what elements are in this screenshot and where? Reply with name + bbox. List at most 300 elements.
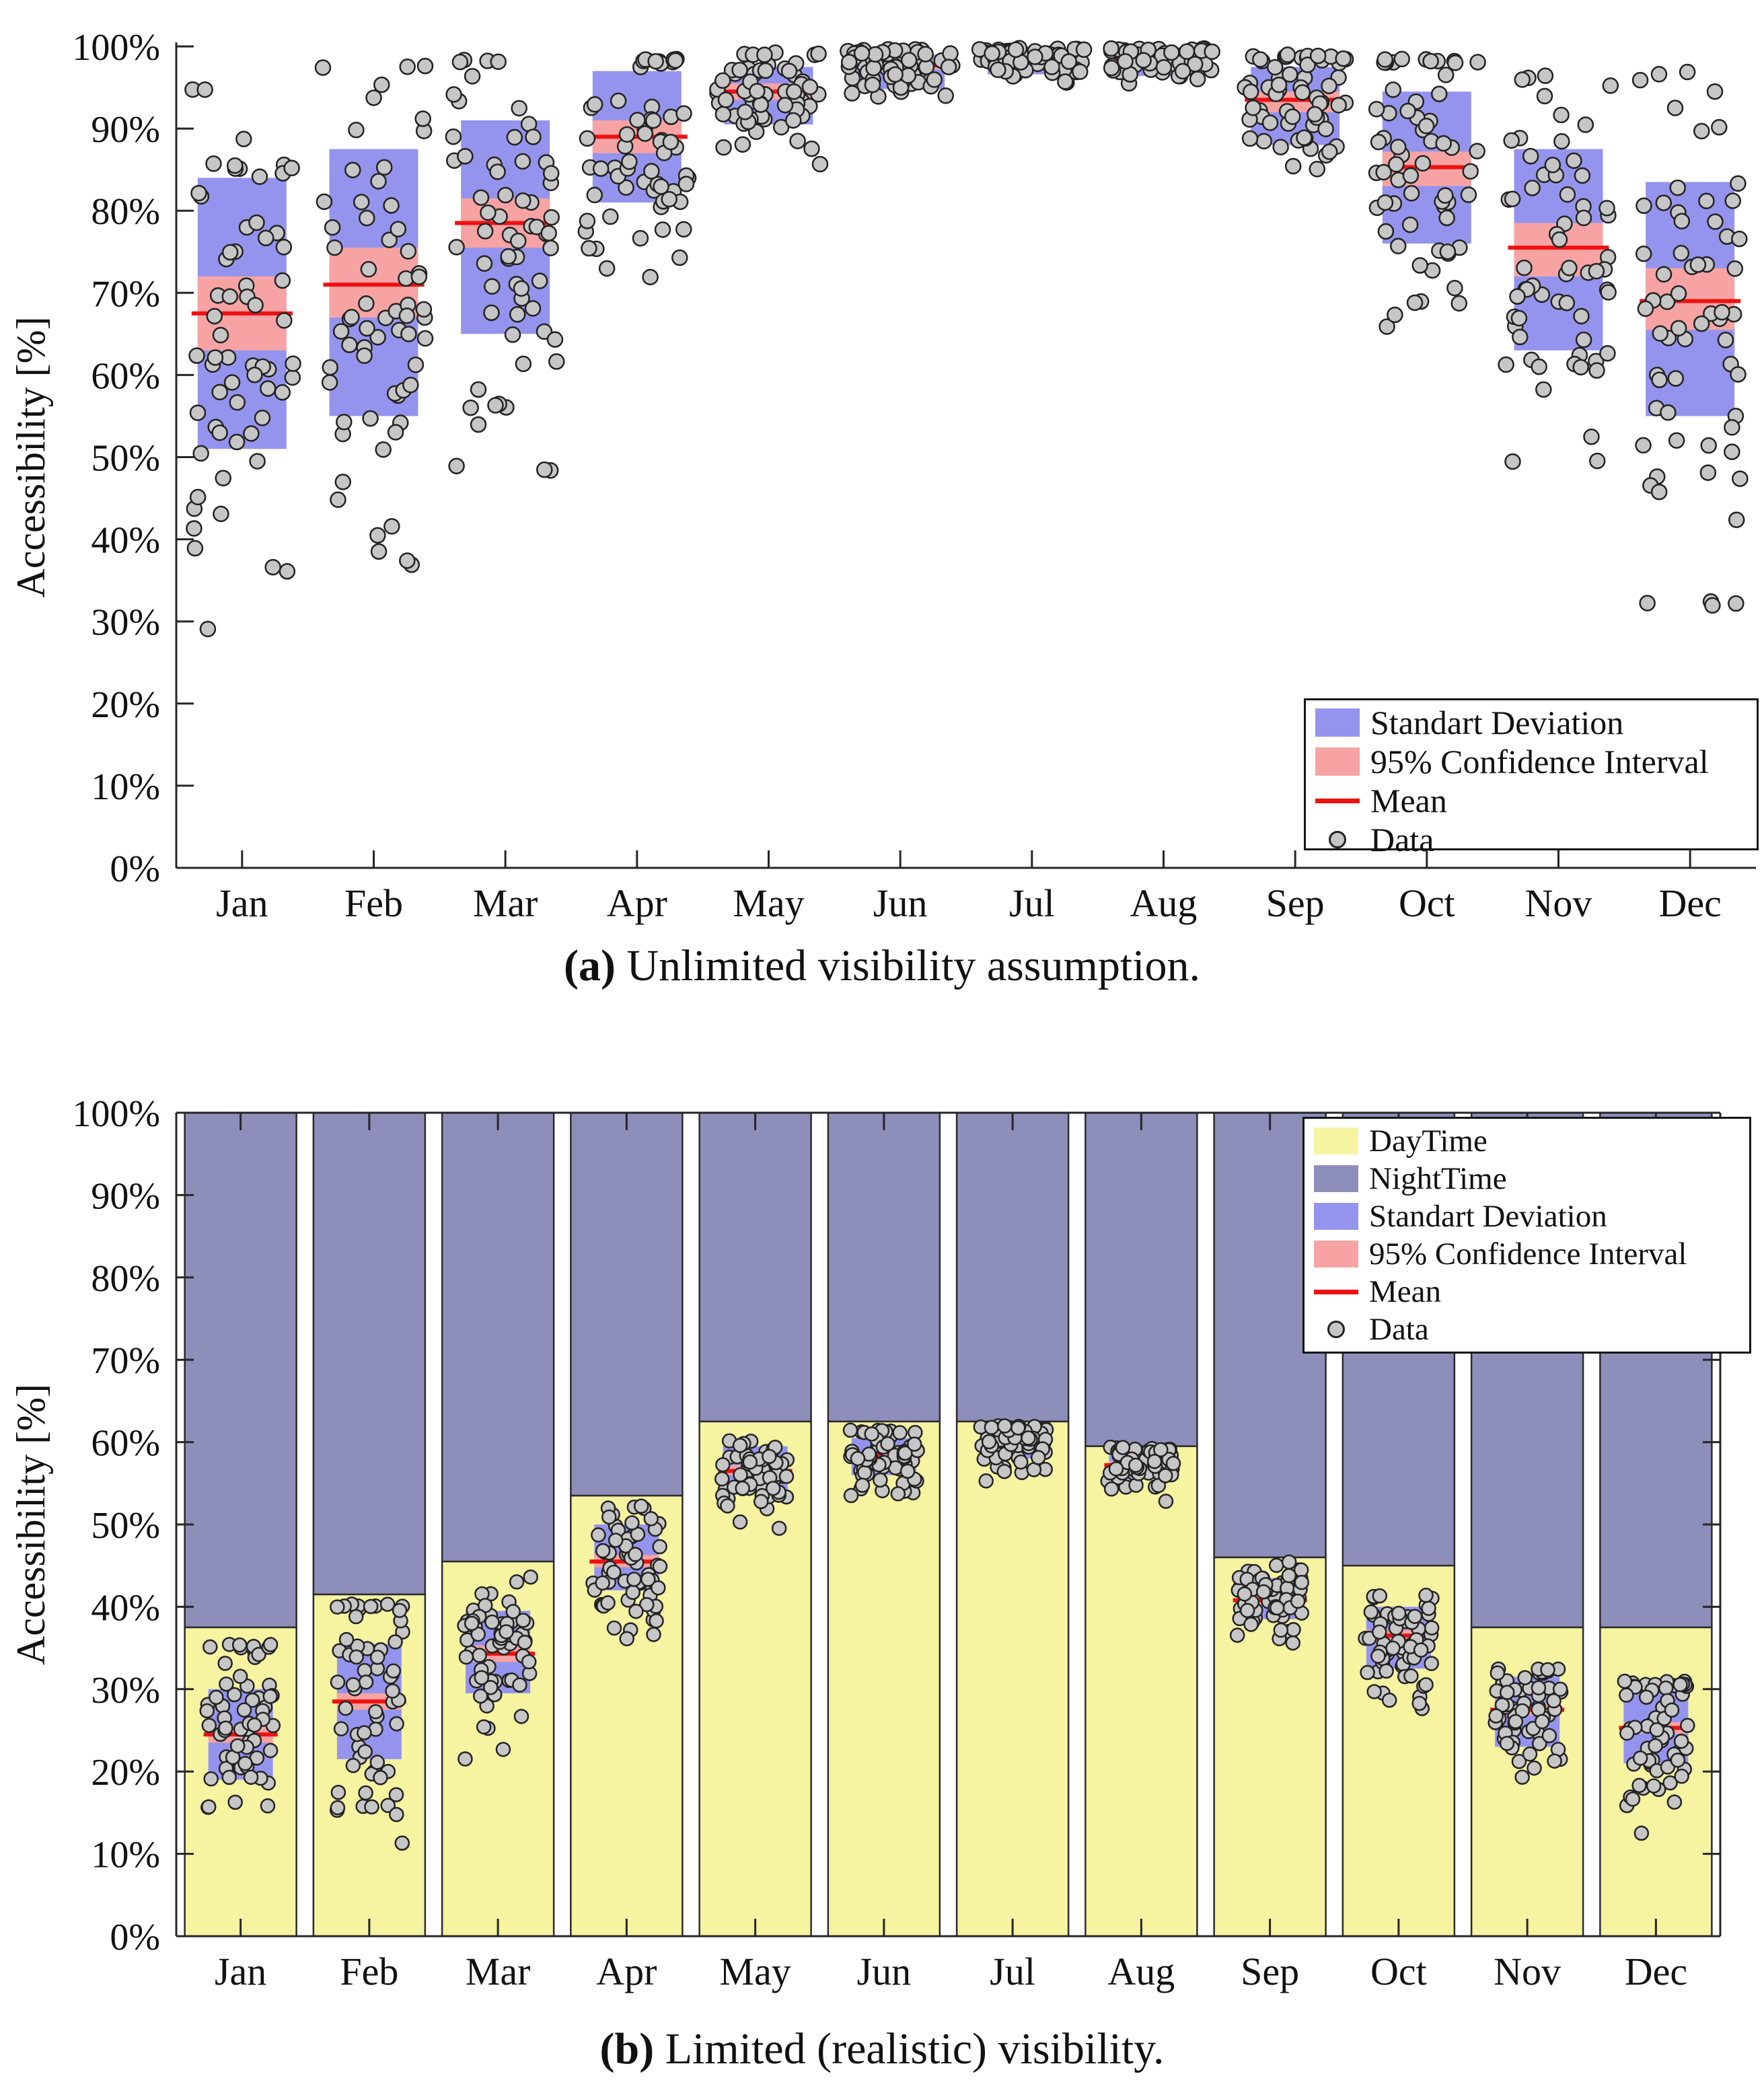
data-point bbox=[735, 137, 750, 152]
data-point bbox=[359, 1675, 373, 1689]
data-point bbox=[1516, 260, 1531, 275]
y-axis-tick-label: 70% bbox=[91, 1340, 160, 1383]
data-point bbox=[1499, 357, 1514, 372]
data-point bbox=[1500, 1736, 1514, 1750]
data-point bbox=[1707, 84, 1722, 99]
data-point bbox=[854, 46, 869, 61]
data-point bbox=[250, 454, 265, 469]
data-point bbox=[449, 240, 464, 254]
data-point bbox=[603, 209, 618, 224]
data-point bbox=[1589, 264, 1604, 279]
data-point bbox=[608, 1621, 621, 1635]
data-point bbox=[1371, 135, 1386, 149]
data-point bbox=[384, 198, 399, 213]
data-point bbox=[1062, 54, 1076, 69]
daytime-bar bbox=[957, 1422, 1068, 1936]
data-point bbox=[544, 241, 558, 256]
data-point bbox=[491, 54, 506, 69]
data-point bbox=[1671, 286, 1686, 301]
data-point bbox=[754, 98, 768, 112]
data-point bbox=[1021, 1431, 1035, 1444]
data-point bbox=[400, 308, 414, 323]
caption-b-label: (b) bbox=[599, 2024, 655, 2073]
data-point bbox=[743, 1455, 757, 1469]
data-point bbox=[738, 104, 753, 119]
data-point bbox=[518, 1635, 531, 1649]
data-point bbox=[1295, 85, 1310, 100]
legend-item-daytime bbox=[1314, 1123, 1744, 1159]
data-point bbox=[1175, 64, 1190, 79]
data-point bbox=[285, 161, 299, 176]
data-point bbox=[377, 160, 392, 175]
daytime-bar bbox=[1085, 1446, 1197, 1936]
data-point bbox=[1576, 332, 1591, 347]
legend-item-confidence-interval bbox=[1314, 1236, 1744, 1272]
data-point bbox=[1116, 1441, 1130, 1454]
data-point bbox=[473, 1649, 486, 1662]
data-point bbox=[1246, 100, 1261, 115]
data-point bbox=[865, 1427, 879, 1440]
data-point bbox=[715, 1472, 729, 1485]
legend-label: DayTime bbox=[1369, 1124, 1487, 1158]
data-point bbox=[354, 194, 369, 209]
data-point bbox=[1523, 1747, 1537, 1761]
data-point bbox=[477, 256, 492, 271]
legend-label: NightTime bbox=[1369, 1161, 1507, 1196]
data-point bbox=[418, 59, 433, 73]
data-point bbox=[369, 1705, 382, 1718]
data-point bbox=[1287, 1623, 1300, 1636]
y-axis-title: Accessibility [%] bbox=[9, 1383, 53, 1666]
data-point bbox=[1675, 1769, 1689, 1783]
data-point bbox=[1104, 41, 1119, 56]
data-point bbox=[803, 79, 817, 94]
data-point bbox=[1552, 232, 1567, 247]
data-point bbox=[646, 113, 661, 128]
data-point bbox=[1675, 1734, 1688, 1748]
data-point bbox=[1619, 1689, 1633, 1702]
data-point bbox=[1618, 1674, 1631, 1688]
data-point bbox=[643, 270, 658, 285]
data-point bbox=[1561, 260, 1576, 275]
data-point bbox=[1636, 198, 1651, 213]
x-axis-month-label: Feb bbox=[340, 1950, 399, 1993]
data-point bbox=[361, 262, 376, 277]
data-point bbox=[401, 244, 416, 259]
data-point bbox=[891, 1487, 905, 1500]
data-point bbox=[275, 385, 290, 400]
data-point bbox=[1574, 360, 1588, 375]
data-point bbox=[1436, 136, 1451, 151]
data-point bbox=[1471, 54, 1485, 69]
data-point bbox=[1656, 196, 1671, 211]
data-point bbox=[1243, 131, 1257, 146]
data-point bbox=[1008, 42, 1023, 57]
data-point bbox=[868, 47, 883, 62]
data-point bbox=[650, 1614, 663, 1627]
caption-a-label: (a) bbox=[564, 941, 616, 990]
data-point bbox=[500, 1625, 513, 1638]
data-point bbox=[348, 122, 363, 137]
data-point bbox=[471, 417, 486, 432]
data-point bbox=[607, 1566, 620, 1579]
data-point bbox=[1282, 1555, 1296, 1569]
data-point bbox=[1649, 1739, 1662, 1753]
data-point bbox=[1728, 596, 1743, 611]
data-point bbox=[475, 1671, 488, 1685]
data-point bbox=[277, 313, 291, 328]
data-point bbox=[229, 1796, 242, 1809]
data-point bbox=[676, 222, 691, 237]
data-point bbox=[209, 1691, 223, 1704]
data-point bbox=[772, 1522, 786, 1535]
data-point bbox=[350, 1650, 363, 1664]
data-point bbox=[346, 1759, 360, 1772]
nighttime-bar bbox=[314, 1113, 425, 1594]
data-point bbox=[1440, 244, 1455, 259]
data-point bbox=[1148, 1454, 1161, 1468]
data-point bbox=[194, 446, 209, 461]
data-point bbox=[1584, 429, 1598, 444]
data-point bbox=[213, 507, 228, 521]
data-point bbox=[416, 112, 431, 126]
data-point bbox=[1691, 257, 1705, 272]
x-axis-month-label: Jul bbox=[990, 1950, 1035, 1993]
data-point bbox=[1500, 1686, 1514, 1699]
data-point bbox=[336, 414, 351, 429]
x-axis-month-label: Aug bbox=[1107, 1950, 1175, 1993]
data-point bbox=[229, 435, 244, 449]
data-point bbox=[390, 1788, 403, 1802]
data-point bbox=[206, 156, 221, 171]
data-point bbox=[1633, 1779, 1646, 1792]
legend-label: Standart Deviation bbox=[1370, 704, 1624, 741]
data-point bbox=[365, 1800, 379, 1814]
data-point bbox=[349, 1610, 363, 1623]
data-point bbox=[1447, 281, 1462, 295]
data-point bbox=[478, 224, 492, 239]
data-point bbox=[390, 1808, 403, 1821]
data-point bbox=[1241, 1604, 1254, 1617]
data-point bbox=[1058, 74, 1072, 89]
data-point bbox=[1395, 52, 1409, 67]
data-point bbox=[1575, 168, 1590, 183]
data-point bbox=[733, 1515, 747, 1529]
data-point bbox=[587, 97, 602, 112]
nighttime-bar bbox=[1085, 1113, 1197, 1446]
data-point bbox=[716, 107, 731, 122]
data-point bbox=[389, 1635, 402, 1649]
data-point bbox=[447, 87, 462, 102]
legend-item-data bbox=[1314, 1311, 1744, 1348]
data-point bbox=[1516, 1771, 1529, 1784]
x-axis-month-label: Jul bbox=[1008, 881, 1055, 925]
x-axis-month-label: Mar bbox=[465, 1950, 531, 1993]
std-dev-swatch-icon bbox=[1315, 708, 1360, 737]
data-point bbox=[842, 54, 856, 69]
data-point bbox=[587, 188, 602, 202]
y-axis-tick-label: 30% bbox=[91, 601, 160, 644]
data-point bbox=[200, 1704, 214, 1718]
data-point bbox=[1653, 326, 1668, 341]
data-point bbox=[1554, 134, 1569, 149]
data-point bbox=[517, 1614, 530, 1627]
data-point bbox=[985, 1421, 998, 1434]
data-point bbox=[359, 1786, 373, 1800]
data-point bbox=[458, 1753, 472, 1766]
data-point bbox=[516, 357, 531, 371]
data-point bbox=[851, 1452, 865, 1465]
nighttime-bar bbox=[700, 1113, 811, 1422]
data-point bbox=[525, 301, 540, 316]
data-point bbox=[1027, 50, 1042, 65]
data-point bbox=[1490, 1709, 1503, 1723]
data-point bbox=[258, 231, 273, 246]
data-point bbox=[342, 338, 357, 353]
data-point bbox=[778, 98, 793, 112]
data-point bbox=[716, 1458, 729, 1471]
data-point bbox=[1321, 79, 1336, 94]
data-point bbox=[370, 528, 385, 543]
data-point bbox=[791, 134, 805, 149]
data-point bbox=[1403, 168, 1418, 183]
legend-label: 95% Confidence Interval bbox=[1370, 743, 1709, 780]
data-point bbox=[593, 161, 608, 176]
legend-item-standard-deviation bbox=[1315, 703, 1751, 742]
data-point bbox=[408, 357, 423, 372]
nighttime-bar bbox=[957, 1113, 1068, 1422]
data-point bbox=[1671, 1753, 1685, 1767]
data-point bbox=[672, 250, 687, 265]
data-point bbox=[213, 385, 227, 400]
data-point bbox=[190, 490, 205, 505]
data-point bbox=[1331, 98, 1346, 112]
mean-line-swatch-icon bbox=[1315, 799, 1360, 803]
data-point bbox=[1404, 186, 1419, 200]
x-axis-month-label: May bbox=[733, 881, 805, 925]
data-point bbox=[515, 154, 530, 169]
data-point bbox=[1699, 194, 1714, 209]
data-point bbox=[1543, 1729, 1556, 1742]
data-point bbox=[1652, 373, 1667, 388]
nighttime-bar bbox=[185, 1113, 297, 1627]
data-point bbox=[544, 210, 559, 225]
data-point bbox=[780, 1470, 793, 1483]
x-axis-month-label: Oct bbox=[1398, 881, 1455, 925]
data-point bbox=[580, 131, 595, 146]
caption-b bbox=[0, 2024, 1764, 2075]
data-point bbox=[1701, 466, 1716, 480]
data-point bbox=[248, 1718, 261, 1732]
data-point bbox=[507, 130, 522, 145]
data-point bbox=[203, 1719, 216, 1732]
y-axis-tick-label: 20% bbox=[91, 1752, 160, 1794]
data-point bbox=[599, 261, 614, 276]
data-point bbox=[1294, 1563, 1308, 1577]
data-point bbox=[1386, 82, 1401, 97]
y-axis-tick-label: 50% bbox=[91, 1505, 160, 1547]
data-point bbox=[1167, 1457, 1180, 1470]
data-point bbox=[1505, 192, 1520, 207]
legend-item-nighttime bbox=[1314, 1161, 1744, 1197]
data-point bbox=[1518, 1671, 1532, 1685]
caption-b-text: Limited (realistic) visibility. bbox=[654, 2024, 1165, 2073]
x-axis-month-label: Jun bbox=[873, 881, 928, 925]
x-axis-month-label: Sep bbox=[1265, 881, 1325, 925]
data-point bbox=[1548, 1755, 1561, 1768]
data-point bbox=[941, 60, 956, 75]
legend-a bbox=[1304, 698, 1759, 858]
data-point bbox=[609, 1533, 622, 1547]
data-point bbox=[244, 426, 258, 441]
x-axis-month-label: Aug bbox=[1130, 881, 1198, 925]
data-point bbox=[1656, 267, 1671, 282]
data-point bbox=[881, 1437, 895, 1450]
data-point bbox=[549, 354, 564, 369]
data-point bbox=[893, 1426, 907, 1440]
data-point bbox=[1732, 472, 1747, 486]
data-point bbox=[244, 1771, 258, 1784]
data-point bbox=[1724, 420, 1739, 435]
data-point bbox=[1636, 438, 1651, 453]
data-point bbox=[188, 541, 203, 556]
data-point bbox=[327, 240, 342, 255]
data-point bbox=[591, 1529, 605, 1542]
data-point bbox=[230, 395, 245, 410]
data-point bbox=[1319, 122, 1333, 137]
data-point bbox=[1274, 1623, 1288, 1637]
data-point bbox=[1510, 289, 1524, 304]
data-point bbox=[856, 1479, 869, 1492]
data-point bbox=[1440, 211, 1455, 225]
data-point bbox=[1031, 1450, 1045, 1464]
data-point bbox=[757, 48, 772, 63]
data-point bbox=[219, 1677, 233, 1691]
data-point bbox=[1383, 1693, 1396, 1707]
data-point bbox=[908, 1438, 921, 1451]
data-point bbox=[1660, 405, 1675, 420]
data-point bbox=[233, 1638, 246, 1652]
data-point bbox=[1408, 1610, 1422, 1623]
data-point bbox=[998, 1465, 1011, 1478]
data-point bbox=[1463, 164, 1478, 179]
data-point bbox=[401, 326, 416, 341]
data-point bbox=[376, 442, 391, 457]
y-axis-tick-label: 100% bbox=[72, 1093, 160, 1135]
data-point bbox=[1724, 445, 1739, 459]
data-point bbox=[512, 101, 527, 116]
data-point bbox=[596, 1544, 610, 1557]
data-point bbox=[1378, 195, 1393, 210]
data-point bbox=[1307, 107, 1322, 122]
y-axis-tick-label: 60% bbox=[91, 1422, 160, 1465]
data-point bbox=[381, 1598, 394, 1611]
data-point bbox=[1554, 108, 1569, 122]
y-axis-title: Accessibility [%] bbox=[9, 316, 53, 598]
data-point bbox=[1536, 382, 1551, 397]
data-point bbox=[733, 63, 747, 77]
data-point bbox=[629, 1605, 642, 1618]
data-point bbox=[367, 90, 381, 105]
data-point bbox=[1566, 153, 1581, 168]
data-point bbox=[501, 249, 516, 264]
data-point bbox=[716, 140, 731, 155]
data-point bbox=[1576, 211, 1591, 225]
data-point bbox=[1285, 110, 1300, 124]
data-point bbox=[721, 1499, 734, 1512]
data-point bbox=[901, 1465, 914, 1478]
legend-b bbox=[1302, 1117, 1751, 1354]
data-point bbox=[596, 1576, 610, 1590]
data-point bbox=[662, 192, 677, 207]
data-point bbox=[371, 544, 386, 559]
data-point bbox=[1243, 85, 1258, 100]
data-point bbox=[497, 1742, 510, 1756]
data-point bbox=[811, 46, 826, 61]
data-point bbox=[233, 1670, 247, 1683]
data-point bbox=[1515, 72, 1530, 87]
y-axis-tick-label: 10% bbox=[91, 1834, 160, 1876]
data-point bbox=[1537, 89, 1552, 104]
data-point bbox=[330, 1600, 344, 1614]
data-point bbox=[213, 328, 228, 342]
data-point bbox=[1640, 1691, 1653, 1704]
y-axis-tick-label: 90% bbox=[91, 109, 160, 151]
data-point bbox=[387, 1664, 400, 1678]
data-point bbox=[416, 302, 431, 317]
data-point bbox=[1574, 309, 1588, 324]
data-point bbox=[1076, 42, 1091, 57]
data-point bbox=[611, 94, 626, 108]
x-axis-month-label: Dec bbox=[1658, 881, 1722, 925]
data-point bbox=[1603, 78, 1618, 93]
x-axis-month-label: Feb bbox=[344, 881, 403, 925]
nighttime-swatch-icon bbox=[1314, 1165, 1358, 1192]
data-point bbox=[1732, 231, 1747, 246]
data-point bbox=[715, 73, 730, 88]
data-point bbox=[1253, 52, 1267, 67]
data-point bbox=[1694, 124, 1709, 139]
data-point bbox=[1425, 1657, 1438, 1670]
data-point bbox=[786, 84, 801, 99]
data-point bbox=[480, 205, 495, 220]
data-point bbox=[1652, 67, 1666, 81]
data-point bbox=[498, 188, 513, 202]
data-point bbox=[1527, 1761, 1541, 1775]
data-point bbox=[388, 425, 403, 439]
x-axis-month-label: Mar bbox=[472, 881, 538, 925]
data-point bbox=[248, 298, 263, 313]
data-point bbox=[754, 1495, 768, 1508]
data-point bbox=[1401, 104, 1416, 118]
data-point bbox=[1389, 157, 1403, 172]
data-point bbox=[1532, 1681, 1545, 1695]
data-point bbox=[663, 135, 678, 149]
data-point bbox=[1286, 159, 1300, 174]
data-point bbox=[804, 141, 819, 156]
data-point bbox=[207, 309, 222, 324]
data-point bbox=[758, 63, 773, 78]
data-point bbox=[357, 1726, 371, 1740]
data-point bbox=[1311, 48, 1325, 63]
data-point bbox=[191, 186, 206, 200]
data-point bbox=[505, 327, 520, 342]
data-point bbox=[1159, 1469, 1172, 1482]
y-axis-tick-label: 80% bbox=[91, 191, 160, 233]
data-point bbox=[1647, 1779, 1660, 1793]
data-point bbox=[260, 381, 275, 396]
data-point bbox=[484, 279, 499, 294]
